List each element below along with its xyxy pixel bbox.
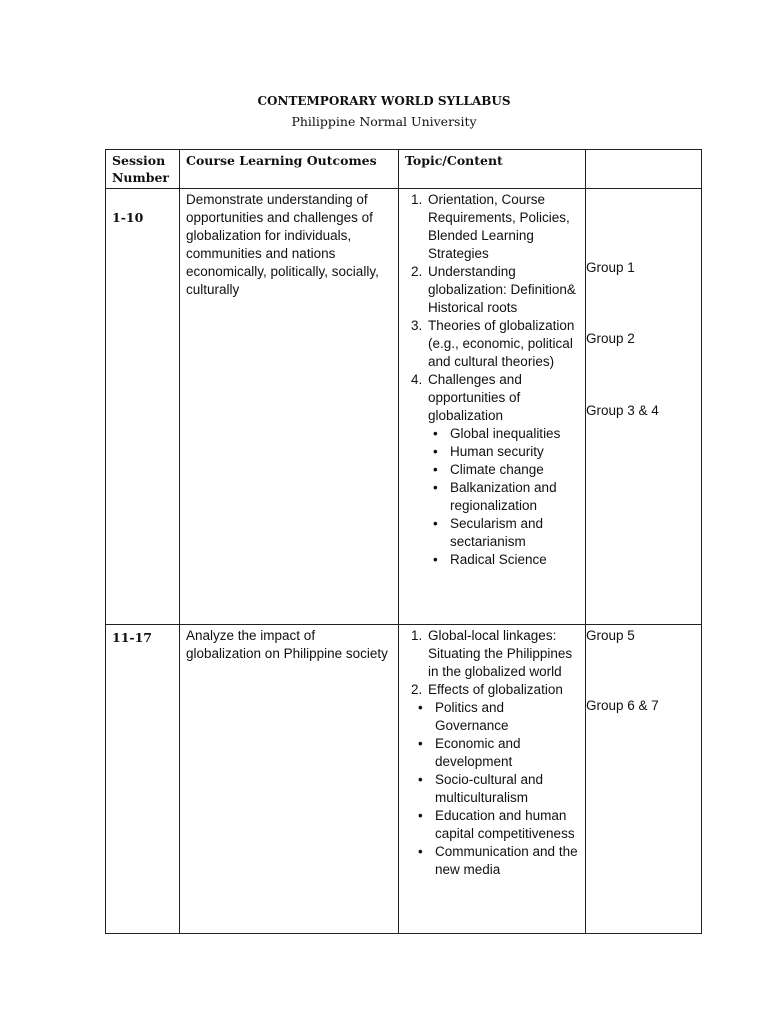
topic-cell [399,625,586,934]
session-cell [106,189,180,625]
document-subtitle: Philippine Normal University [291,114,477,129]
subtopic-item: • Politics and Governance [435,699,579,735]
topic-item: 1. Orientation, Course Requirements, Policies, Blended Learning Strategies [426,191,579,263]
topic-item: 3. Theories of globalization (e.g., economic, political and cultural theories) [426,317,579,371]
subtopic-item: • Communication and the new media [435,843,579,879]
group-label: Group 6 & 7 [586,698,659,713]
session-number: 1-10 [112,210,144,225]
subtopic-item: • Radical Science [450,551,579,569]
topic-cell [399,189,586,625]
table-row [106,189,702,625]
header-group [586,150,702,189]
header-outcomes: Course Learning Outcomes [180,150,399,189]
subtopic-item: • Secularism and sectarianism [450,515,579,551]
document-title: CONTEMPORARY WORLD SYLLABUS [257,94,511,108]
topic-item: 2. Understanding globalization: Definition& Historical roots [426,263,579,317]
header-topic: Topic/Content [399,150,586,189]
header-session: Session Number [106,150,180,189]
group-label: Group 3 & 4 [586,403,659,418]
group-cell [586,189,702,625]
syllabus-table [105,149,702,934]
topic-item [426,371,579,569]
group-label: Group 1 [586,260,635,275]
session-number: 11-17 [112,630,152,645]
topic-item: 1. Global-local linkages: Situating the Philippines in the globalized world [426,627,579,681]
subtopic-item: • Climate change [450,461,579,479]
group-label: Group 2 [586,331,635,346]
subtopic-item: • Socio-cultural and multiculturalism [435,771,579,807]
session-cell [106,625,180,934]
table-header-row [106,150,702,189]
outcome-cell: Analyze the impact of globalization on Philippine society [180,625,399,934]
subtopic-item: • Balkanization and regionalization [450,479,579,515]
subtopic-item: • Global inequalities [450,425,579,443]
outcome-cell: Demonstrate understanding of opportunities and challenges of globalization for individuals, communities and nations economically, politically, socially, culturally [180,189,399,625]
table-row [106,625,702,934]
group-label: Group 5 [586,628,635,643]
subtopic-item: • Economic and development [435,735,579,771]
topic-item: 2. Effects of globalization [426,681,579,699]
topic-item-text: Challenges and opportunities of globalization [428,372,522,423]
group-cell [586,625,702,934]
subtopic-item: • Human security [450,443,579,461]
subtopic-item: • Education and human capital competitiveness [435,807,579,843]
